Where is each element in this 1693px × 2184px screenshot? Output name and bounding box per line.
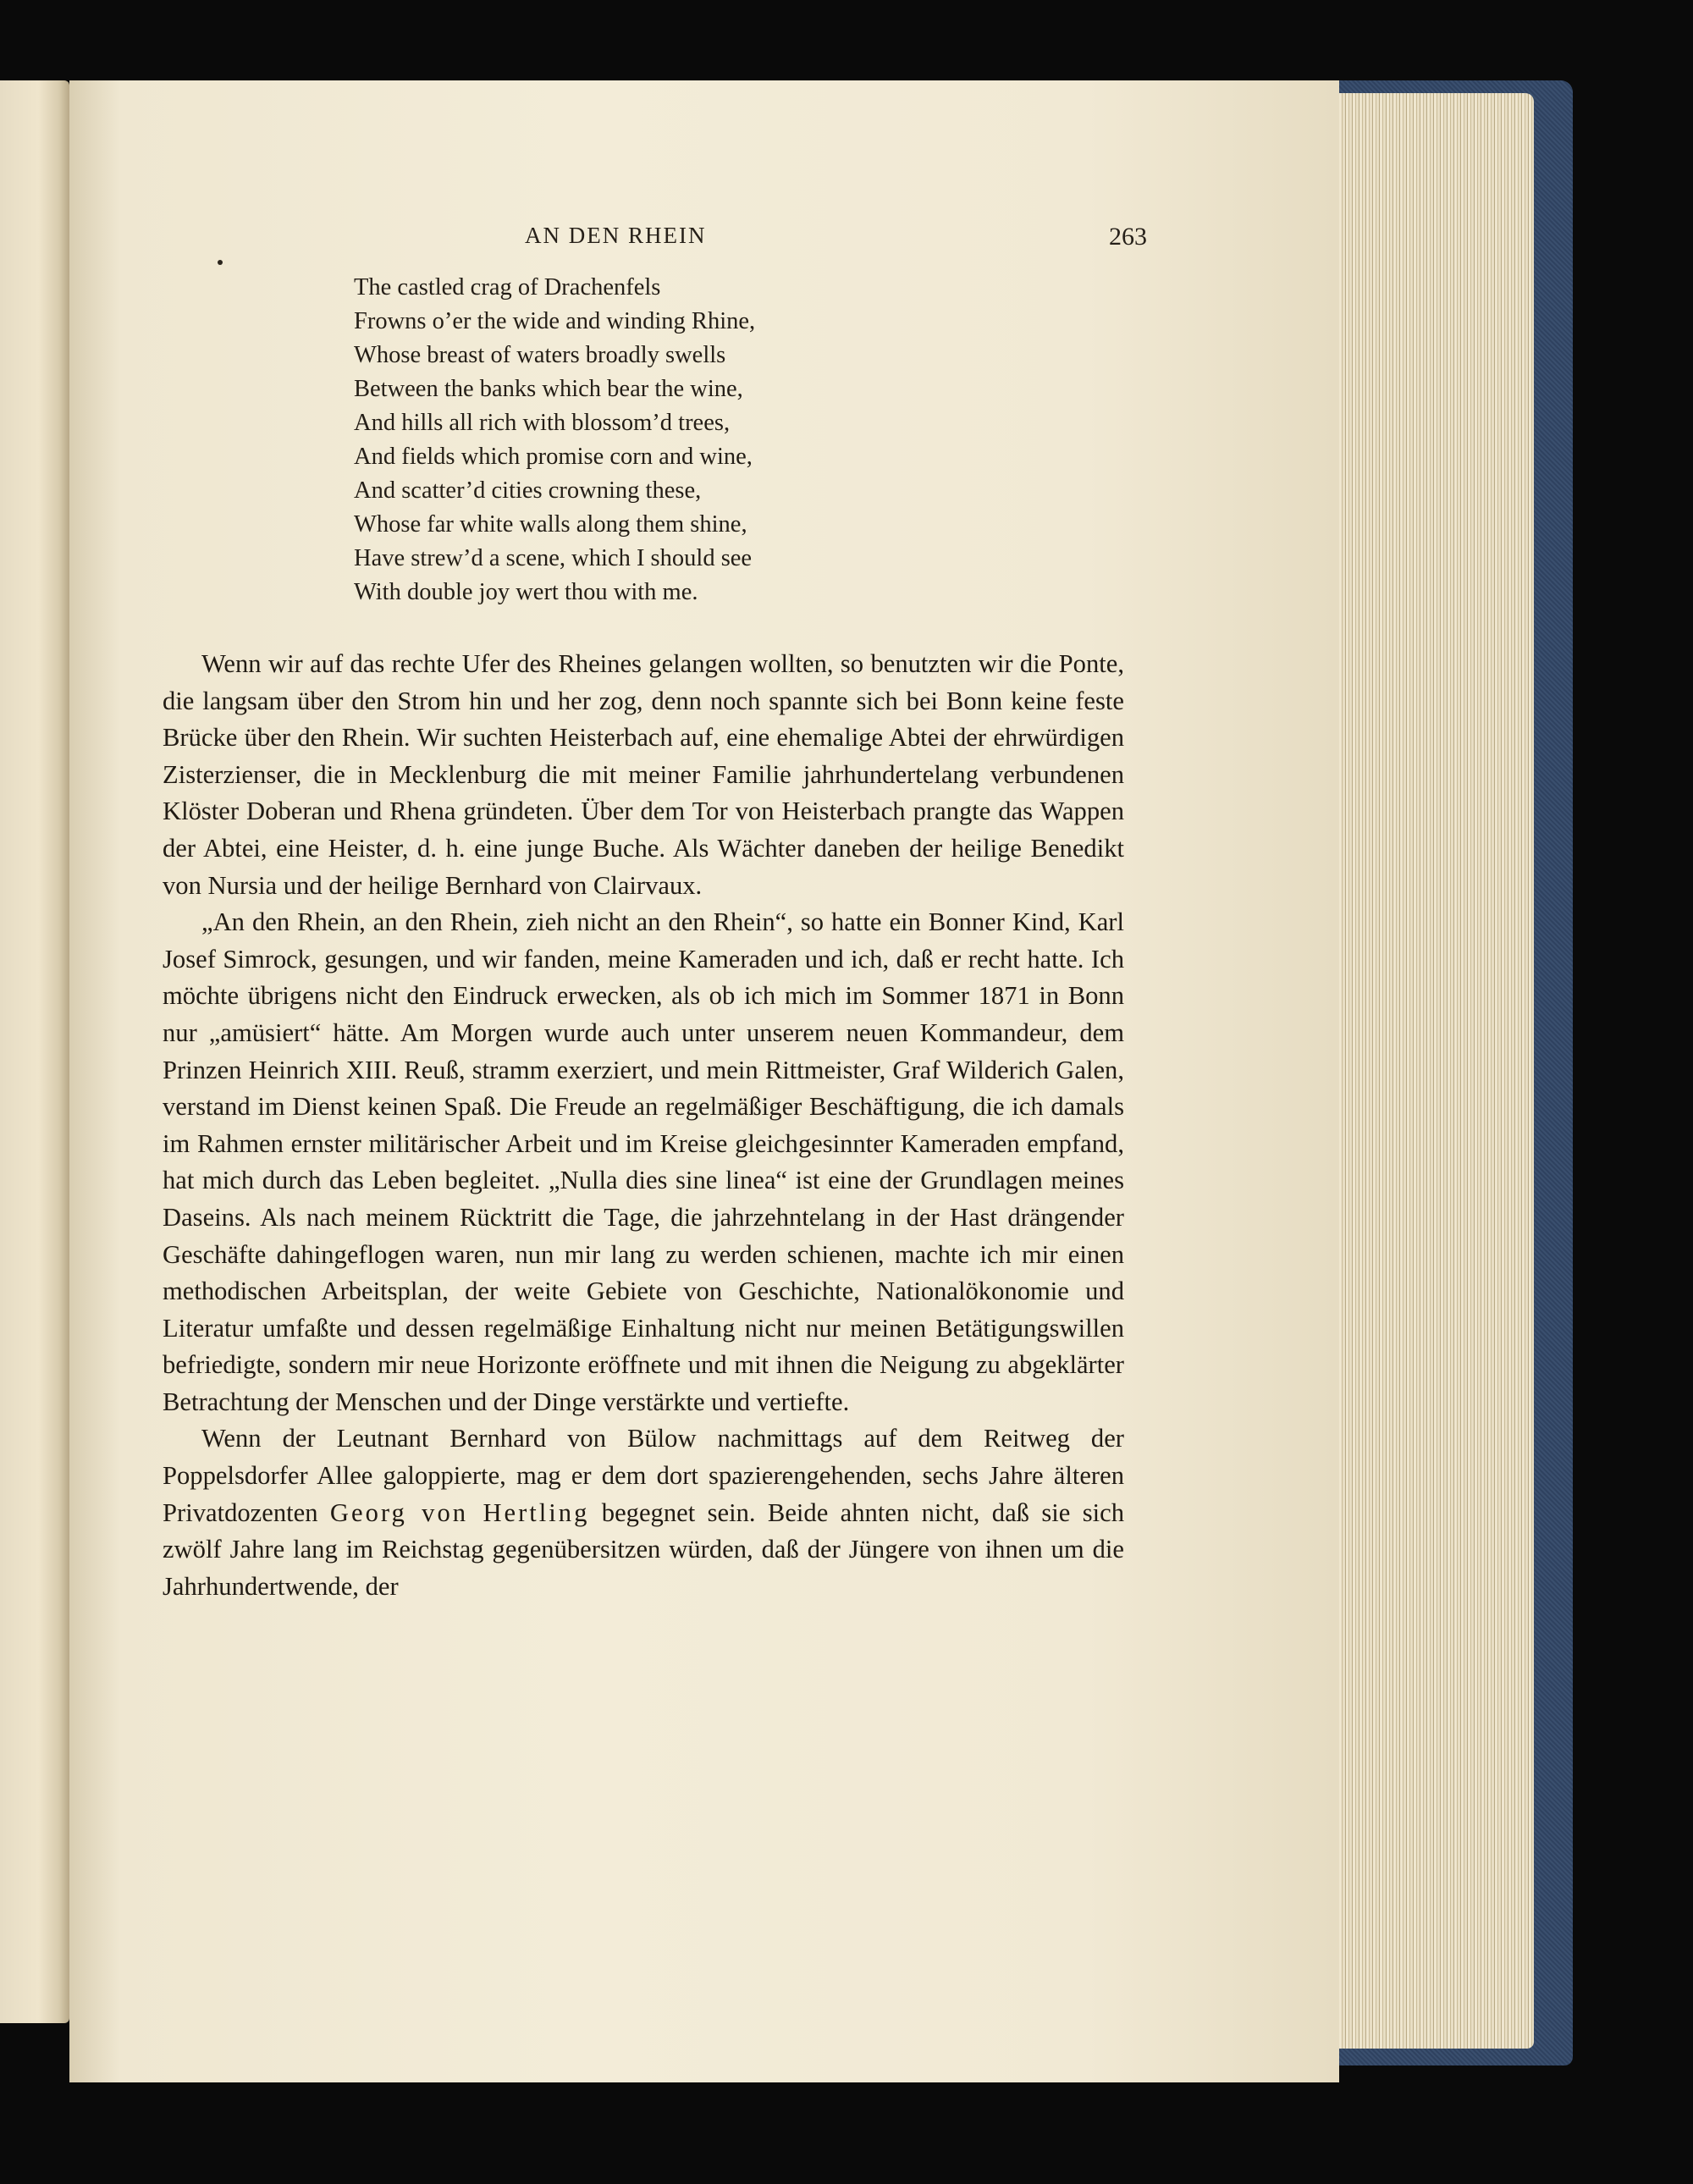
person-name: Georg von Hertling xyxy=(329,1497,590,1527)
paragraph-text: Wenn der Leutnant Bernhard von Bülow nachmittags auf dem Reitweg der Poppelsdorfer Allee galoppierte, mag er dem dort spazierengehenden, sechs Jahre älteren Privatdozenten xyxy=(163,1424,1124,1527)
page-block-edges xyxy=(1339,93,1534,2049)
poem-line: With double joy wert thou with me. xyxy=(354,579,698,605)
poem-line: Whose far white walls along them shine, xyxy=(354,511,747,538)
poem-quotation xyxy=(354,271,997,609)
poem-line: Between the banks which bear the wine, xyxy=(354,376,743,402)
poem-line: Frowns o’er the wide and winding Rhine, xyxy=(354,308,756,334)
poem-line: And scatter’d cities crowning these, xyxy=(354,477,702,504)
paragraph xyxy=(163,1420,1124,1605)
paragraph-text: begegnet sein. Beide ahnten nicht, daß sie sich zwölf Jahre lang im Reichstag gegenübersitzen würden, daß der Jüngere von ihnen um die Jahrhundertwende, der xyxy=(163,1497,1124,1601)
paragraph: „An den Rhein, an den Rhein, zieh nicht an den Rhein“, so hatte ein Bonner Kind, Karl Josef Simrock, gesungen, und wir fanden, meine Kameraden und ich, daß er recht hatte. Ich möchte übrigens nicht den Eindruck erwecken, als ob ich mich im Sommer 1871 in Bonn nur „amüsiert“ hätte. Am Morgen wurde auch unter unserem neuen Kommandeur, dem Prinzen Heinrich XIII. Reuß, stramm exerziert, und mein Rittmeister, Graf Wilderich Galen, verstand im Dienst keinen Spaß. Die Freude an regelmäßiger Beschäftigung, die ich damals im Rahmen ernster militärischer Arbeit und im Kreise gleichgesinnter Kameraden empfand, hat mich durch das Leben begleitet. „Nulla dies sine linea“ ist eine der Grundlagen meines Daseins. Als nach meinem Rücktritt die Tage, die jahrzehntelang in der Hast drängender Geschäfte dahingeflogen waren, nun mir lang zu werden schienen, machte ich mir einen methodischen Arbeitsplan, der weite Gebiete von Geschichte, Nationalökonomie und Literatur umfaßte und dessen regelmäßige Einhaltung nicht nur meinen Betätigungswillen befriedigte, sondern mir neue Horizonte eröffnete und mit ihnen die Neigung zu abgeklärter Betrachtung der Menschen und der Dinge verstärkte und vertiefte. xyxy=(163,907,1124,1416)
page-number: 263 xyxy=(1109,223,1147,251)
poem-line: And hills all rich with blossom’d trees, xyxy=(354,410,731,436)
ink-speck xyxy=(218,260,223,265)
poem-line: Whose breast of waters broadly swells xyxy=(354,342,726,368)
running-head-title: AN DEN RHEIN xyxy=(525,223,707,248)
facing-page-edge xyxy=(0,80,69,2023)
poem-line: And fields which promise corn and wine, xyxy=(354,444,753,470)
poem-line: Have strew’d a scene, which I should see xyxy=(354,545,753,571)
poem-line: The castled crag of Drachenfels xyxy=(354,274,661,301)
paragraph: Wenn wir auf das rechte Ufer des Rheines gelangen wollten, so benutzten wir die Ponte, die langsam über den Strom hin und her zog, denn noch spannte sich bei Bonn keine feste Brücke über den Rhein. Wir suchten Heisterbach auf, eine ehemalige Abtei der ehrwürdigen Zisterzienser, die in Mecklenburg die mit meiner Familie jahrhundertelang verbundenen Klöster Doberan und Rhena gründeten. Über dem Tor von Heisterbach prangte das Wappen der Abtei, eine Heister, d. h. eine junge Buche. Als Wächter daneben der heilige Benedikt von Nursia und der heilige Bernhard von Clairvaux. xyxy=(163,649,1124,900)
body-text xyxy=(163,646,1124,1605)
